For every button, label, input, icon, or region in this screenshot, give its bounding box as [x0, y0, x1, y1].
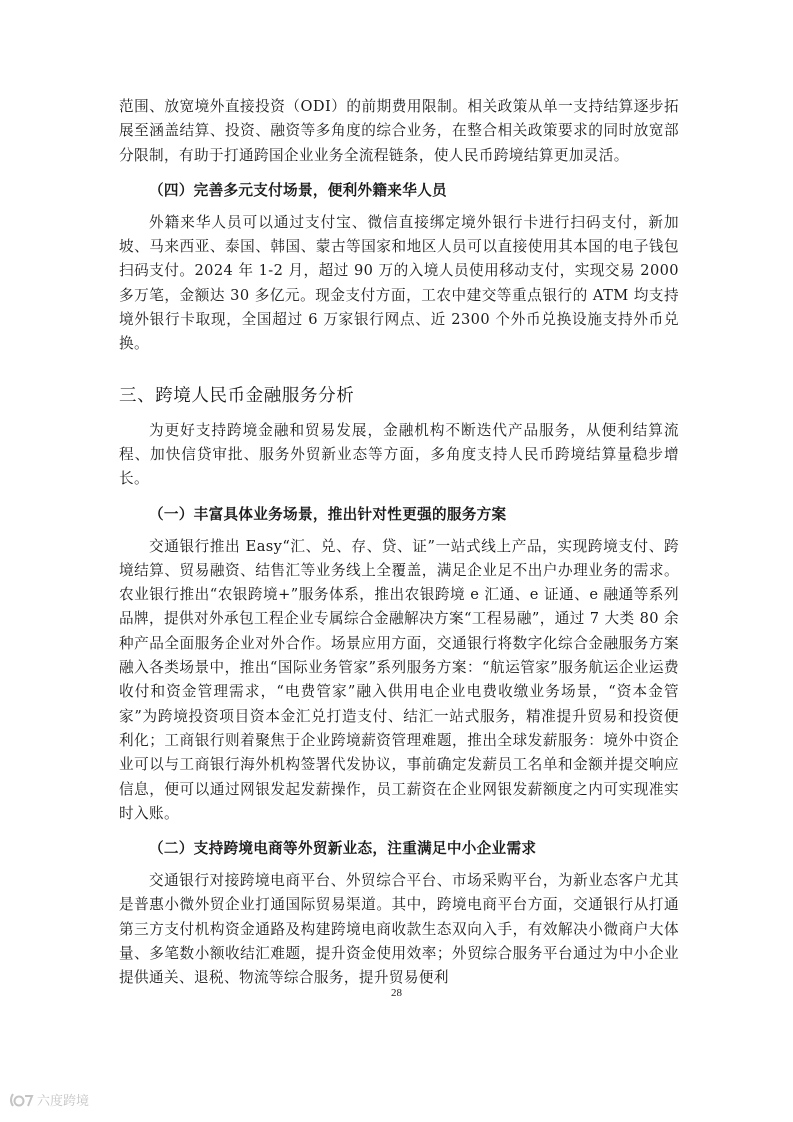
subsection-heading: （二）支持跨境电商等外贸新业态，注重满足中小企业需求 — [149, 840, 537, 858]
page-content — [119, 95, 679, 991]
logo-icon — [8, 1092, 34, 1108]
body-paragraph: 外籍来华人员可以通过支付宝、微信直接绑定境外银行卡进行扫码支付，新加坡、马来西亚、泰国、韩国、蒙古等国家和地区人员可以直接使用其本国的电子钱包扫码支付。2024 年 1-2 月，超过 90 万的入境人员使用移动支付，实现交易 2000 多万笔，金额达 30 多亿元。现金支付方面，工农中建交等重点银行的 ATM 均支持境外银行卡取现，全国超过 6 万家银行网点、近 2300 个外币兑换设施支持外币兑换。 — [119, 213, 679, 353]
subsection-heading: （四）完善多元支付场景，便利外籍来华人员 — [149, 181, 447, 199]
body-paragraph: 为更好支持跨境金融和贸易发展，金融机构不断迭代产品服务，从便利结算流程、加快信贷审批、服务外贸新业态等方面，多角度支持人民币跨境结算量稳步增长。 — [119, 421, 679, 488]
body-paragraph: 范围、放宽境外直接投资（ODI）的前期费用限制。相关政策从单一支持结算逐步拓展至涵盖结算、投资、融资等多角度的综合业务，在整合相关政策要求的同时放宽部分限制，有助于打通跨国企业业务全流程链条，使人民币跨境结算更加灵活。 — [119, 98, 679, 164]
body-paragraph: 交通银行推出 Easy“汇、兑、存、贷、证”一站式线上产品，实现跨境支付、跨境结算、贸易融资、结售汇等业务线上全覆盖，满足企业足不出户办理业务的需求。农业银行推出“农银跨境+”服务体系，推出农银跨境 e 汇通、e 证通、e 融通等系列品牌，提供对外承包工程企业专属综合金融解决方案“工程易融”，通过 7 大类 80 余种产品全面服务企业对外合作。场景应用方面，交通银行将数字化综合金融服务方案融入各类场景中，推出“国际业务管家”系列服务方案：“航运管家”服务航运企业运费收付和资金管理需求，“电费管家”融入供用电企业电费收缴业务场景，“资本金管家”为跨境投资项目资本金汇兑打造支付、结汇一站式服务，精准提升贸易和投资便利化；工商银行则着聚焦于企业跨境薪资管理难题，推出全球发薪服务：境外中资企业可以与工商银行海外机构签署代发协议，事前确定发薪员工名单和金额并提交响应信息，便可以通过网银发起发薪操作，员工薪资在企业网银发薪额度之内可实现准实时入账。 — [119, 537, 679, 822]
watermark — [8, 1090, 89, 1109]
subsection-heading: （一）丰富具体业务场景，推出针对性更强的服务方案 — [149, 505, 507, 523]
watermark-text: 六度跨境 — [37, 1094, 90, 1109]
section-heading: 三、跨境人民币金融服务分析 — [119, 385, 355, 406]
page-number: 28 — [391, 987, 402, 999]
body-paragraph: 交通银行对接跨境电商平台、外贸综合平台、市场采购平台，为新业态客户尤其是普惠小微外贸企业打通国际贸易渠道。其中，跨境电商平台方面，交通银行从打通第三方支付机构资金通路及构建跨境电商收款生态双向入手，有效解决小微商户大体量、多笔数小额收结汇难题，提升资金使用效率；外贸综合服务平台通过为中小企业提供通关、退税、物流等综合服务，提升贸易便利 — [119, 872, 679, 987]
